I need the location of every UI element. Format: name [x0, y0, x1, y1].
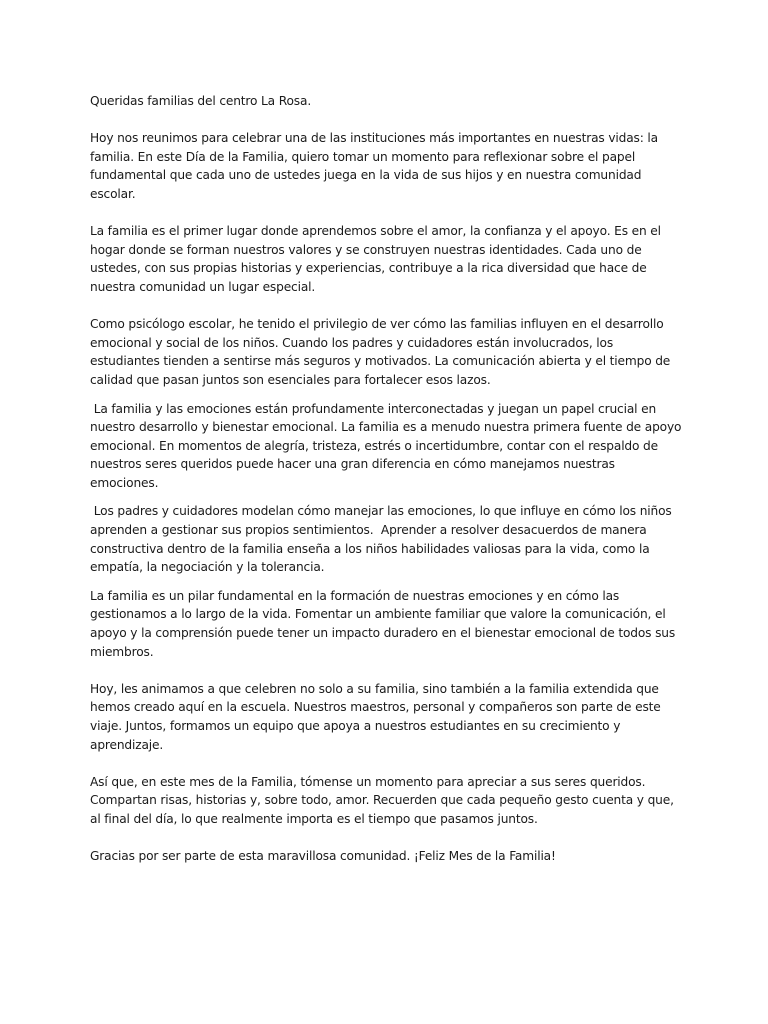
paragraph-1: Hoy nos reunimos para celebrar una de las instituciones más importantes en nuestras vidas: la familia. En este Día de la Familia, quiero tomar un momento para reflexionar sobre el papel fundamental que cada uno de ustedes juega en la vida de sus hijos y en nuestra comunidad escolar. — [90, 131, 662, 201]
paragraph-7: Hoy, les animamos a que celebren no solo a su familia, sino también a la familia extendida que hemos creado aquí en la escuela. Nuestros maestros, personal y compañeros son parte de este viaje. Juntos, formamos un equipo que apoya a nuestros estudiantes en su crecimiento y aprendizaje. — [90, 681, 665, 752]
salutation: Queridas familias del centro La Rosa. — [90, 94, 312, 108]
paragraph-8: Así que, en este mes de la Familia, tómense un momento para apreciar a sus seres queridos. Compartan risas, historias y, sobre todo, amor. Recuerden que cada pequeño gesto cuenta y que, al final del día, lo que realmente importa es el tiempo que pasamos juntos. — [90, 774, 678, 826]
paragraph-5: Los padres y cuidadores modelan cómo manejar las emociones, lo que influye en cómo los niños aprenden a gestionar sus propios sentimientos. Aprender a resolver desacuerdos de manera constructiva dentro de la familia enseña a los niños habilidades valiosas para la vida, como la empatía, la negociación y la tolerancia. — [90, 504, 676, 575]
closing-line: Gracias por ser parte de esta maravillosa comunidad. ¡Feliz Mes de la Familia! — [90, 849, 556, 864]
paragraph-3: Como psicólogo escolar, he tenido el privilegio de ver cómo las familias influyen en el desarrollo emocional y social de los niños. Cuando los padres y cuidadores están involucrados, los estudiantes tienden a sentirse más seguros y motivados. La comunicación abierta y el tiempo de calidad que pasan juntos son esenciales para fortalecer esos lazos. — [90, 317, 674, 387]
paragraph-4: La familia y las emociones están profundamente interconectadas y juegan un papel crucial en nuestro desarrollo y bienestar emocional. La familia es a menudo nuestra primera fuente de apoyo emocional. En momentos de alegría, tristeza, estrés o incertidumbre, contar con el respaldo de nuestros seres queridos puede hacer una gran diferencia en cómo manejamos nuestras emociones. — [90, 401, 686, 490]
paragraph-6: La familia es un pilar fundamental en la formación de nuestras emociones y en cómo las gestionamos a lo largo de la vida. Fomentar un ambiente familiar que valore la comunicación, el apoyo y la comprensión puede tener un impacto duradero en el bienestar emocional de todos sus miembros. — [90, 588, 679, 659]
paragraph-2: La familia es el primer lugar donde aprendemos sobre el amor, la confianza y el apoyo. Es en el hogar donde se forman nuestros valores y se construyen nuestras identidades. Cada uno de ustedes, con sus propias historias y experiencias, contribuye a la rica diversidad que hace de nuestra comunidad un lugar especial. — [90, 224, 665, 294]
letter-body — [90, 92, 686, 866]
